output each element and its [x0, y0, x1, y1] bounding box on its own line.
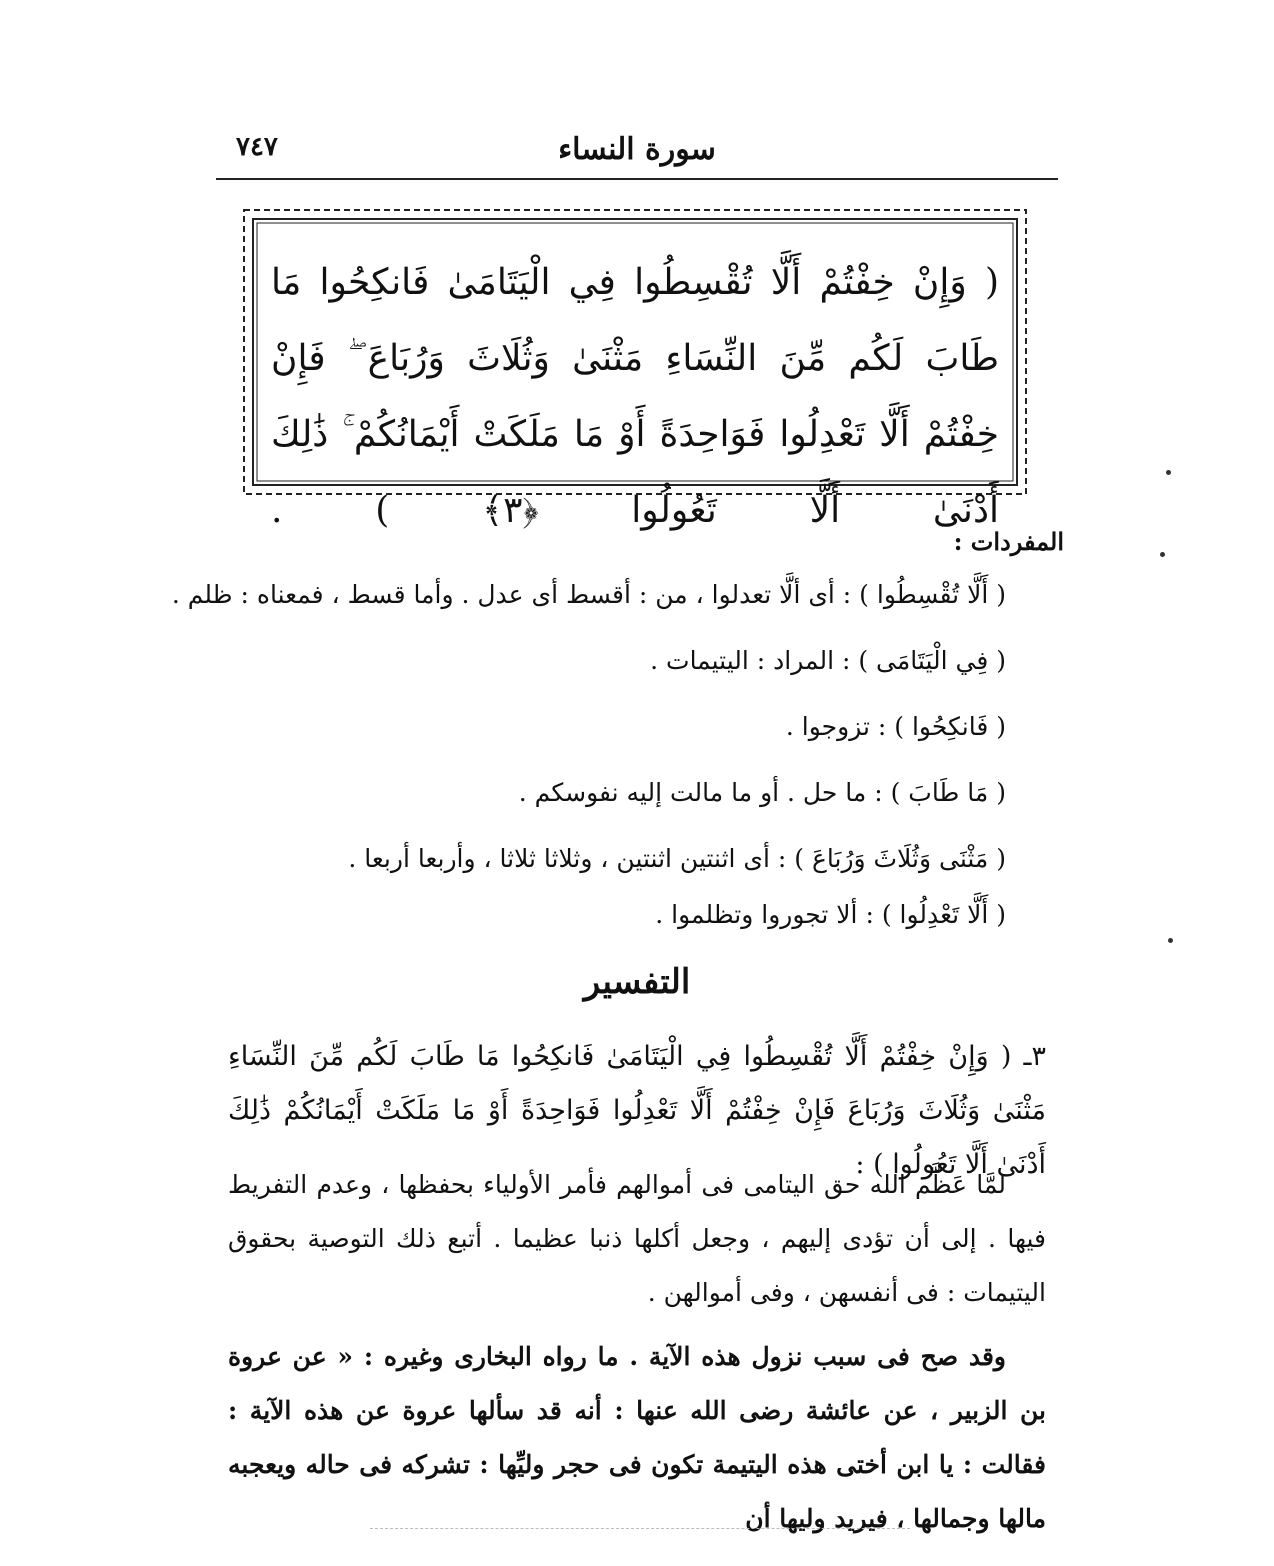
tafsir-paragraph	[228, 1330, 1046, 1546]
paragraph-text: لمَّا عَظَّم الله حق اليتامى فى أموالهم فأمر الأولياء بحفظها ، وعدم التفريط فيها . إلى أن تؤدى إليهم ، وجعل أكلها ذنبا عظيما . أتبع ذلك التوصية بحقوق اليتيمات : فى أنفسهن ، وفى أموالهن .	[228, 1170, 1046, 1307]
page-header	[216, 130, 1058, 176]
page-number: ٧٤٧	[236, 132, 278, 162]
tafsir-heading: التفسير	[583, 962, 691, 1002]
bottom-rule	[370, 1528, 910, 1529]
surah-title: سورة النساء	[558, 132, 716, 167]
speck	[1168, 938, 1173, 943]
tafsir-verse: ٣ـ ( وَإِنْ خِفْتُمْ أَلَّا تُقْسِطُوا فِي الْيَتَامَىٰ فَانكِحُوا مَا طَابَ لَكُم مِّنَ النِّسَاءِ مَثْنَىٰ وَثُلَاثَ وَرُبَاعَ فَإِنْ خِفْتُمْ أَلَّا تَعْدِلُوا فَوَاحِدَةً أَوْ مَا مَلَكَتْ أَيْمَانُكُمْ ذَٰلِكَ أَدْنَىٰ أَلَّا تَعُولُوا ) :	[228, 1041, 1046, 1180]
vocab-item: ( أَلَّا تَعْدِلُوا ) : ألا تجوروا وتظلموا .	[655, 900, 1006, 929]
speck	[1166, 470, 1171, 475]
tafsir-paragraph	[228, 1158, 1046, 1320]
paragraph-text: وقد صح فى سبب نزول هذه الآية . ما رواه البخارى وغيره : « عن عروة بن الزبير ، عن عائشة رضى الله عنها : أنه قد سألها عروة عن هذه الآية : فقالت : يا ابن أختى هذه اليتيمة تكون فى حجر وليِّها : تشركه فى حاله ويعجبه مالها وجمالها ، فيريد وليها أن	[228, 1342, 1046, 1533]
quran-verse: ( وَإِنْ خِفْتُمْ أَلَّا تُقْسِطُوا فِي الْيَتَامَىٰ فَانكِحُوا مَا طَابَ لَكُم مِّنَ النِّسَاءِ مَثْنَىٰ وَثُلَاثَ وَرُبَاعَ ۖ فَإِنْ خِفْتُمْ أَلَّا تَعْدِلُوا فَوَاحِدَةً أَوْ مَا مَلَكَتْ أَيْمَانُكُمْ ۚ ذَٰلِكَ أَدْنَىٰ أَلَّا تَعُولُوا ﴿٣﴾ ) .	[271, 262, 999, 531]
vocab-label: المفردات :	[953, 527, 1064, 556]
verse-frame	[241, 207, 1029, 531]
vocab-item: ( مَا طَابَ ) : ما حل . أو ما مالت إليه نفوسكم .	[518, 778, 1006, 807]
vocab-item: ( أَلَّا تُقْسِطُوا ) : أى ألَّا تعدلوا ، من : أقسط أى عدل . وأما قسط ، فمعناه : ظلم .	[171, 580, 1006, 609]
vocab-item: ( فَانكِحُوا ) : تزوجوا .	[785, 712, 1006, 741]
speck	[1160, 552, 1165, 557]
vocab-list	[171, 575, 1006, 961]
vocab-item: ( مَثْنَى وَثُلَاثَ وَرُبَاعَ ) : أى اثنتين اثنتين ، وثلاثا ثلاثا ، وأربعا أربعا .	[348, 844, 1006, 873]
vocab-item: ( فِي الْيَتَامَى ) : المراد : اليتيمات .	[650, 646, 1006, 675]
header-rule	[216, 178, 1058, 180]
